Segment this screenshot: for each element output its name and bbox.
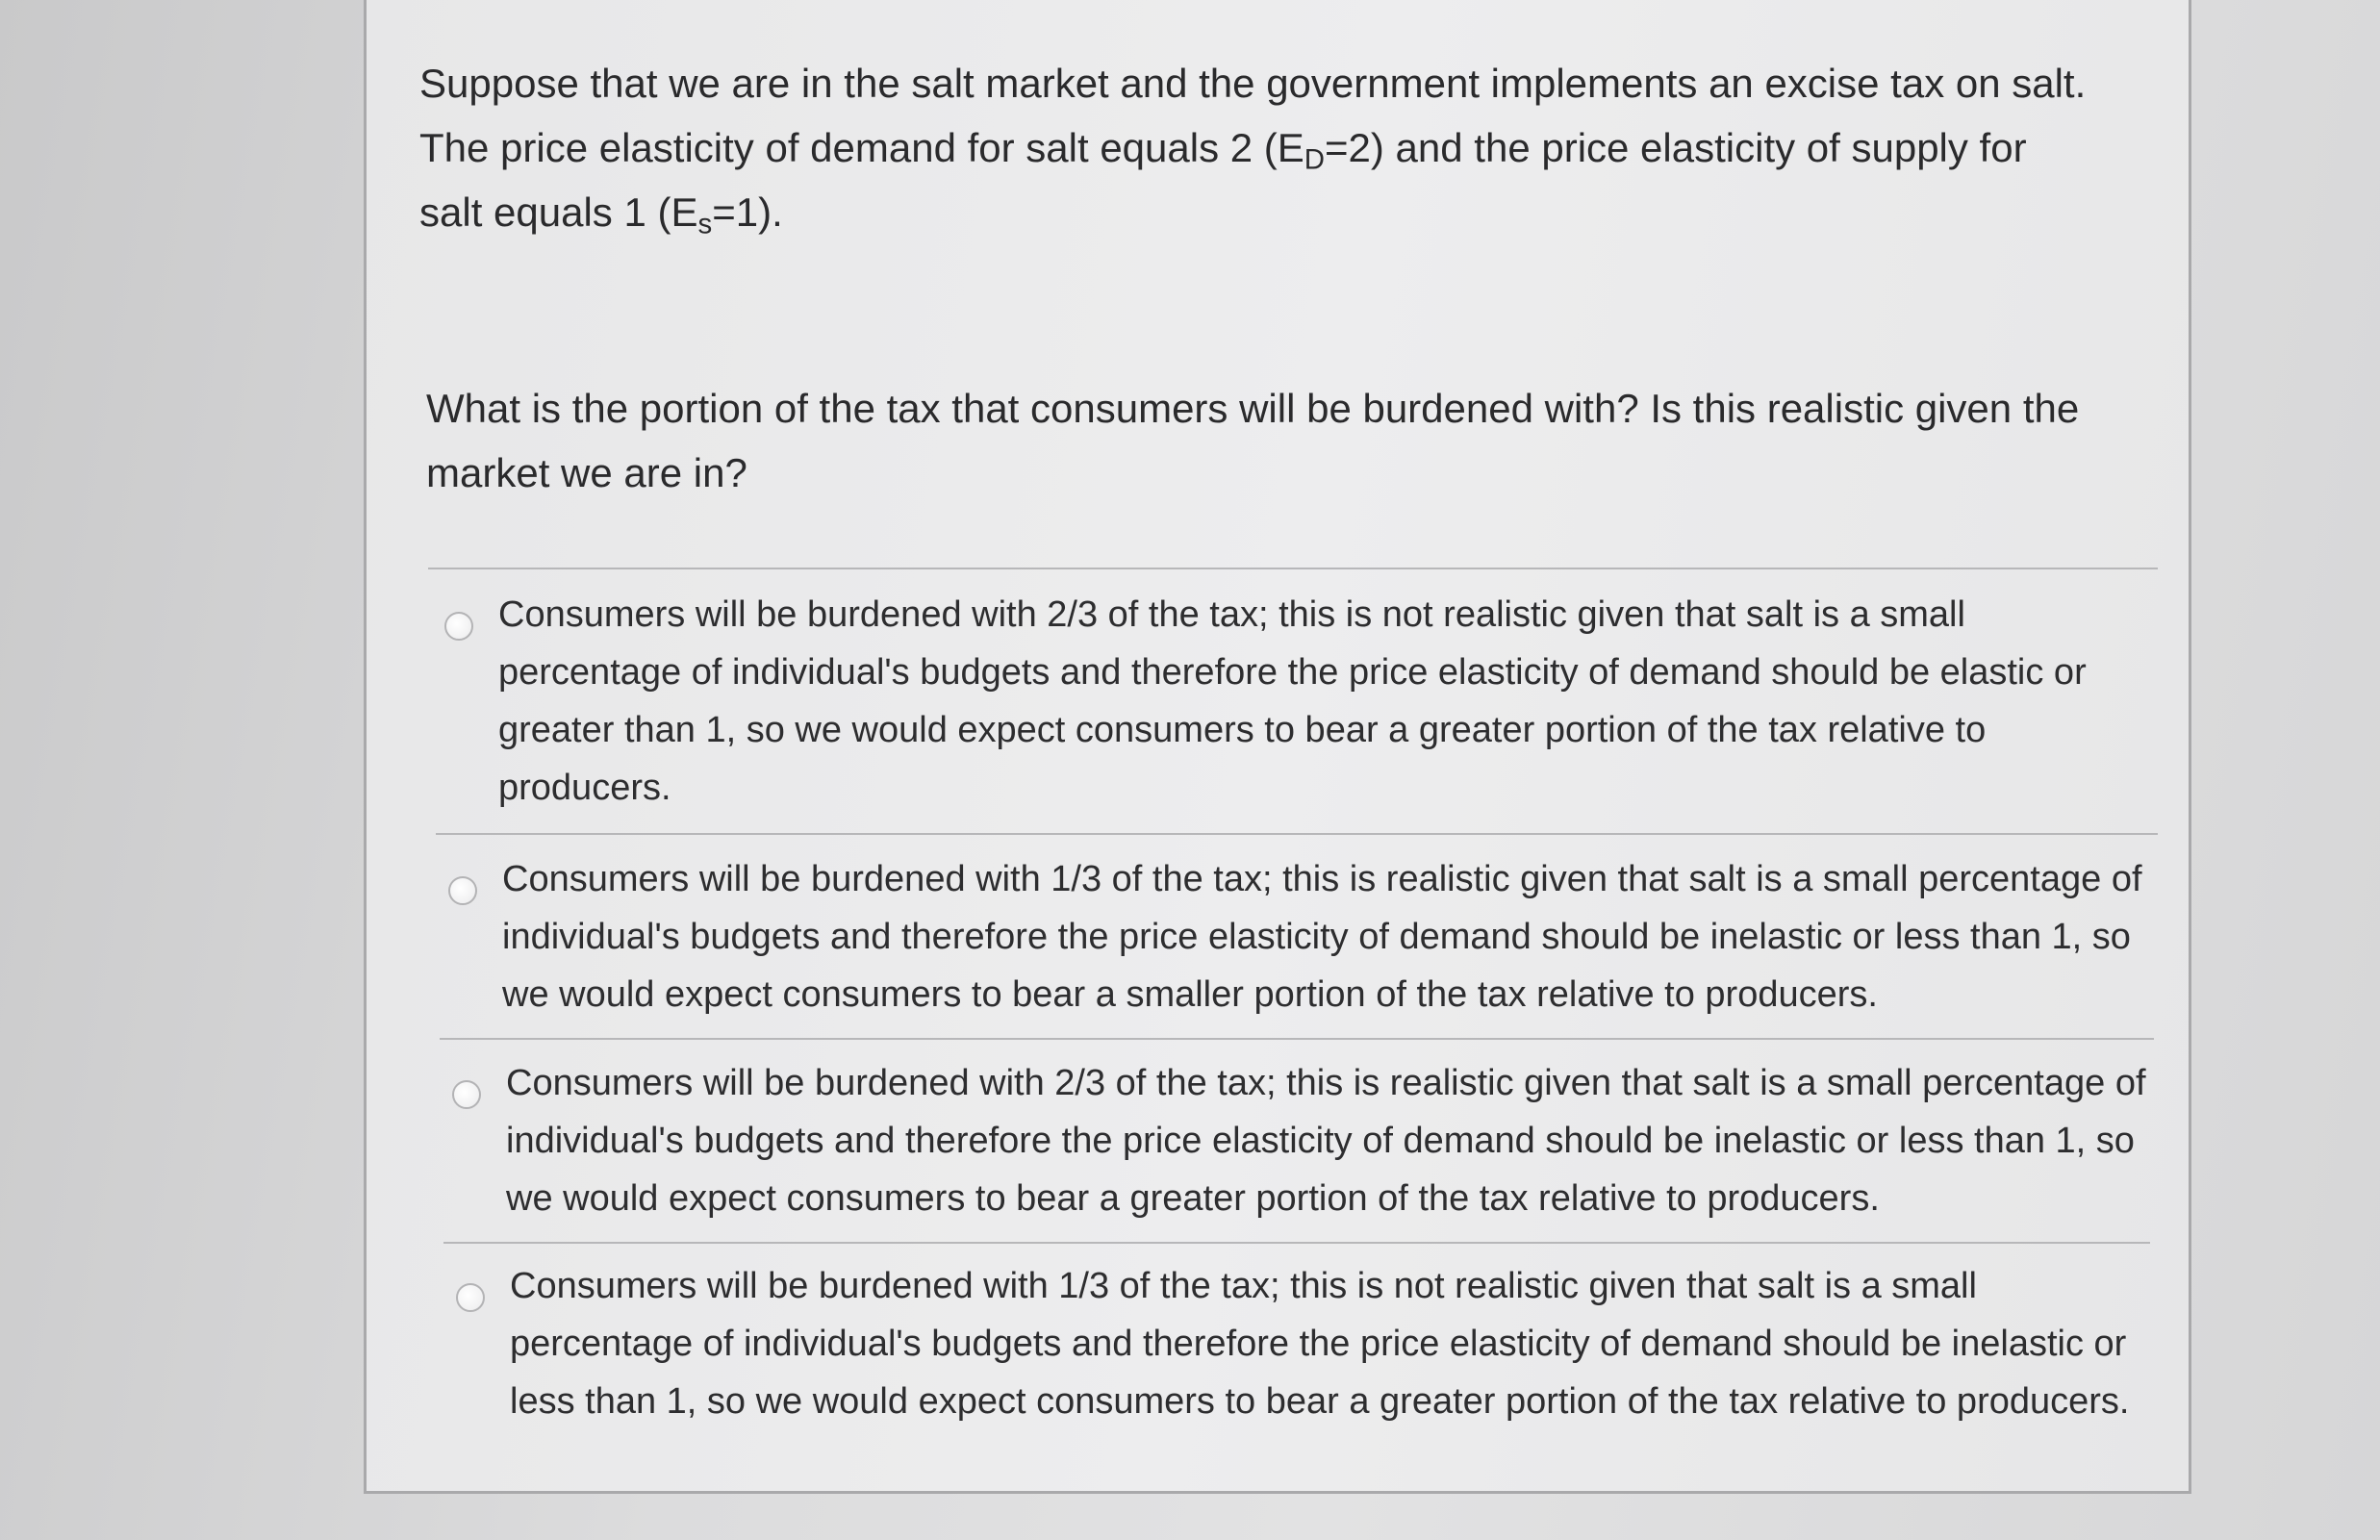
demand-subscript: D — [1304, 143, 1326, 176]
divider — [443, 1242, 2150, 1244]
question-card — [364, 0, 2191, 1494]
option-label — [506, 1054, 2161, 1227]
option-label — [502, 850, 2157, 1023]
option-label-line: individual's budgets and therefore the price elasticity of demand should be inelastic or less than 1, so — [506, 1121, 2135, 1161]
option-label — [510, 1257, 2165, 1430]
radio-button[interactable] — [456, 1283, 485, 1312]
divider — [436, 833, 2158, 835]
option-label-line: we would expect consumers to bear a smaller portion of the tax relative to producers. — [502, 974, 1878, 1015]
option-label-line: greater than 1, so we would expect consumers to bear a greater portion of the tax relative to — [498, 710, 1987, 750]
option-label-line: percentage of individual's budgets and therefore the price elasticity of demand should be inelastic or — [510, 1324, 2127, 1364]
option-label-line: producers. — [498, 768, 671, 808]
option-label-line: less than 1, so we would expect consumers to bear a greater portion of the tax relative to producers. — [510, 1381, 2130, 1422]
question-intro-text: salt equals 1 (E — [419, 189, 698, 235]
option-label-line: individual's budgets and therefore the price elasticity of demand should be inelastic or less than 1, so — [502, 917, 2131, 957]
question-prompt-line: market we are in? — [426, 450, 747, 495]
question-intro-line — [419, 180, 2151, 244]
radio-button[interactable] — [448, 876, 477, 905]
option-label-line: Consumers will be burdened with 2/3 of the tax; this is not realistic given that salt is a small — [498, 594, 1965, 635]
option-label — [498, 586, 2153, 817]
supply-subscript: s — [697, 208, 713, 240]
question-intro — [419, 51, 2151, 244]
question-intro-line — [419, 115, 2151, 180]
option-label-line: Consumers will be burdened with 1/3 of the tax; this is not realistic given that salt is a small — [510, 1266, 1977, 1306]
question-intro-text: =2) and the price elasticity of supply for — [1325, 125, 2027, 170]
option-label-line: we would expect consumers to bear a greater portion of the tax relative to producers. — [506, 1178, 1880, 1219]
radio-button[interactable] — [444, 612, 473, 641]
question-prompt-line: What is the portion of the tax that consumers will be burdened with? Is this realistic given the — [426, 386, 2080, 431]
option-label-line: Consumers will be burdened with 2/3 of the tax; this is realistic given that salt is a small percentage of — [506, 1063, 2146, 1103]
divider — [428, 568, 2158, 569]
option-label-line: percentage of individual's budgets and therefore the price elasticity of demand should be elastic or — [498, 652, 2087, 693]
question-intro-line: Suppose that we are in the salt market and the government implements an excise tax on salt. — [419, 61, 2087, 106]
question-prompt — [426, 376, 2158, 505]
option-label-line: Consumers will be burdened with 1/3 of the tax; this is realistic given that salt is a small percentage of — [502, 859, 2142, 899]
radio-button[interactable] — [452, 1080, 481, 1109]
question-intro-text: The price elasticity of demand for salt equals 2 (E — [419, 125, 1304, 170]
divider — [440, 1038, 2154, 1040]
question-intro-text: =1). — [712, 189, 783, 235]
